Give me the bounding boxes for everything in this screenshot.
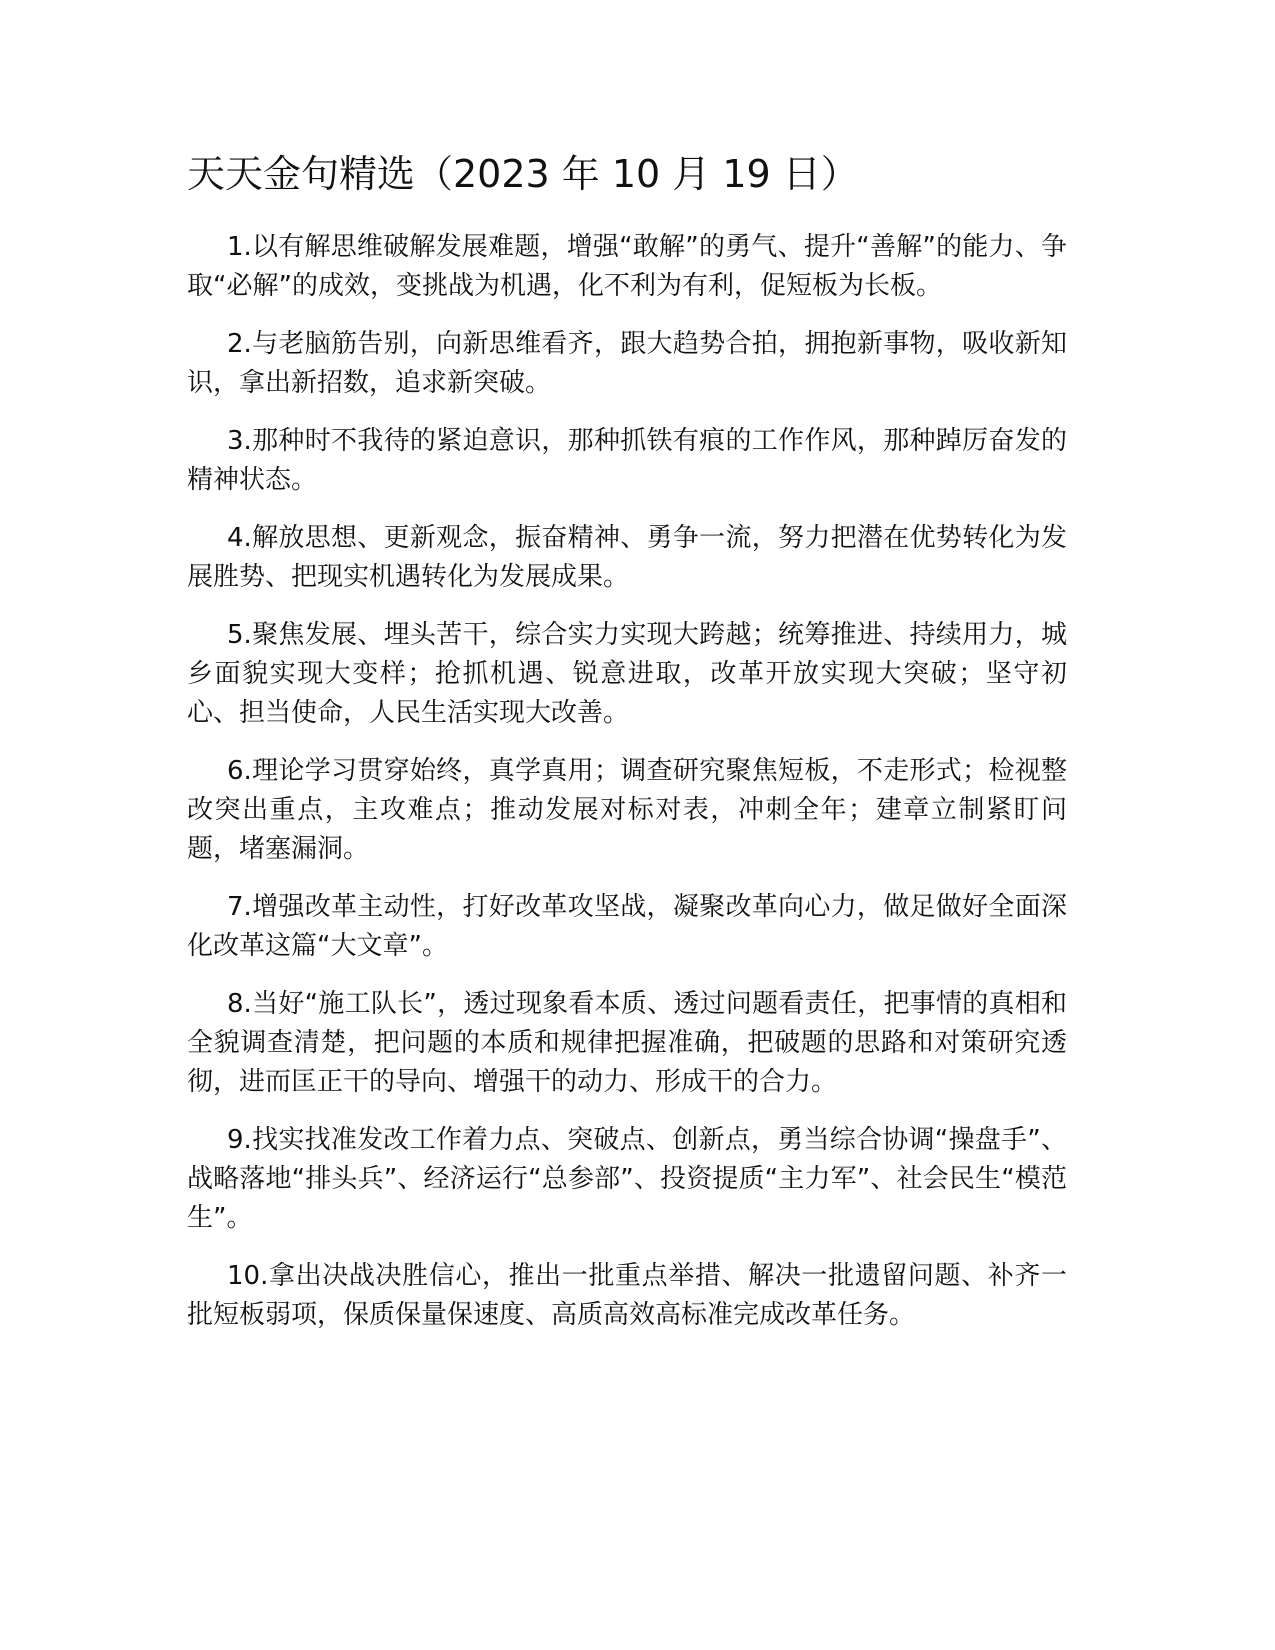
quote-item-1: 1.以有解思维破解发展难题，增强“敢解”的勇气、提升“善解”的能力、争取“必解”的成效，变挑战为机遇，化不利为有利，促短板为长板。 <box>187 232 1067 301</box>
quote-item-3: 3.那种时不我待的紧迫意识，那种抓铁有痕的工作作风，那种踔厉奋发的精神状态。 <box>187 426 1067 495</box>
quote-item-10: 10.拿出决战决胜信心，推出一批重点举措、解决一批遗留问题、补齐一批短板弱项，保质保量保速度、高质高效高标准完成改革任务。 <box>187 1261 1067 1330</box>
quote-item-7: 7.增强改革主动性，打好改革攻坚战，凝聚改革向心力，做足做好全面深化改革这篇“大文章”。 <box>187 892 1067 961</box>
quote-item-5: 5.聚焦发展、埋头苦干，综合实力实现大跨越；统筹推进、持续用力，城乡面貌实现大变样；抢抓机遇、锐意进取，改革开放实现大突破；坚守初心、担当使命，人民生活实现大改善。 <box>187 620 1067 728</box>
quote-list <box>187 228 1067 1335</box>
quote-item-4: 4.解放思想、更新观念，振奋精神、勇争一流，努力把潜在优势转化为发展胜势、把现实机遇转化为发展成果。 <box>187 523 1067 592</box>
quote-item-2: 2.与老脑筋告别，向新思维看齐，跟大趋势合拍，拥抱新事物，吸收新知识，拿出新招数，追求新突破。 <box>187 329 1067 398</box>
quote-item-6: 6.理论学习贯穿始终，真学真用；调查研究聚焦短板，不走形式；检视整改突出重点，主攻难点；推动发展对标对表，冲刺全年；建章立制紧盯问题，堵塞漏洞。 <box>187 756 1067 864</box>
document-body <box>187 148 1067 1354</box>
quote-item-8: 8.当好“施工队长”，透过现象看本质、透过问题看责任，把事情的真相和全貌调查清楚，把问题的本质和规律把握准确，把破题的思路和对策研究透彻，进而匡正干的导向、增强干的动力、形成干的合力。 <box>187 989 1067 1097</box>
page-title: 天天金句精选（2023 年 10 月 19 日） <box>187 152 859 196</box>
quote-item-9: 9.找实找准发改工作着力点、突破点、创新点，勇当综合协调“操盘手”、战略落地“排头兵”、经济运行“总参部”、投资提质“主力军”、社会民生“模范生”。 <box>187 1125 1067 1233</box>
